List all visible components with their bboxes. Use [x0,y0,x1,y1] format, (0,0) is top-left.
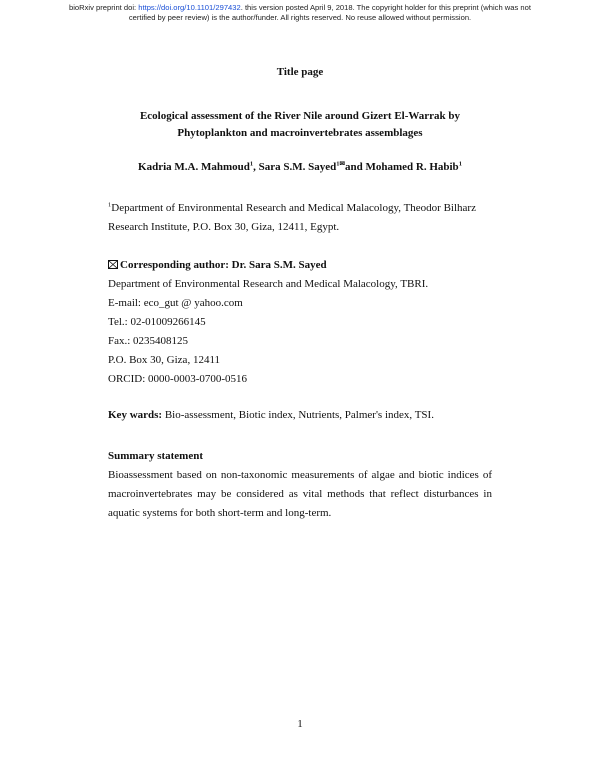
corresponding-author-label: Corresponding author: Dr. Sara S.M. Sayed [108,256,492,275]
envelope-icon [108,260,118,269]
author-separator: and [344,161,366,173]
title-page-label: Title page [276,66,324,78]
corresponding-po-box: P.O. Box 30, Giza, 12411 [108,354,221,366]
author-name: Kadria M.A. Mahmoud [138,161,250,173]
author-list [90,161,510,173]
author-name: Sara S.M. Sayed [258,161,337,173]
affiliation-line2: Research Institute, P.O. Box 30, Giza, 12411, Egypt. [108,221,340,233]
affiliation-sup: 1 [108,201,112,209]
affiliation-line1: $^1$Department of Environmental Research and Medical Malacology, Theodor Bilharz [108,201,476,214]
author-separator: , [253,161,259,173]
corresponding-orcid: ORCID: 0000-0003-0700-0516 [108,373,248,385]
corresponding-department: Department of Environmental Research and Medical Malacology, TBRI. [108,278,429,290]
affiliation-sup: 1 [458,160,462,168]
corresponding-email: E-mail: eco_gut @ yahoo.com [108,297,243,309]
corresponding-tel: Tel.: 02-01009266145 [108,316,206,328]
preprint-suffix: . this version posted April 9, 2018. The copyright holder for this preprint (which was not [240,3,531,12]
summary-line1: Bioassessment based on non-taxonomic measurements of algae and biotic indices of [108,469,492,481]
author-name: Mohamed R. Habib [365,161,459,173]
summary-statement [108,447,492,523]
keywords [108,406,492,425]
summary-line2: macroinvertebrates may be considered as vital methods that reflect disturbances in [108,488,492,500]
summary-heading: Summary statement [108,450,204,462]
paper-title [100,108,500,142]
preprint-header-line1 [60,3,540,13]
doi-link[interactable]: https://doi.org/10.1101/297432 [138,3,241,12]
affiliation-sup: 1 [249,160,254,168]
preprint-header-line2: certified by peer review) is the author/funder. All rights reserved. No reuse allowed without permission. [128,13,472,22]
preprint-header [60,3,540,23]
paper-title-line2: Phytoplankton and macroinvertebrates assemblages [177,127,423,139]
keywords-text: Bio-assessment, Biotic index, Nutrients, Palmer's index, TSI. [162,409,434,421]
corresponding-mark-icon: ✉ [339,160,345,168]
affiliation-sup: 1✉ [336,160,345,168]
page-number: 1 [297,718,303,730]
affiliation [108,199,492,237]
keywords-label: Key wards: [108,409,163,421]
corresponding-author-block [108,256,492,389]
corresponding-fax: Fax.: 0235408125 [108,335,189,347]
summary-line3: aquatic systems for both short-term and long-term. [108,507,332,519]
preprint-prefix: bioRxiv preprint doi: [69,3,139,12]
paper-title-line1: Ecological assessment of the River Nile around Gizert El-Warrak by [139,110,461,122]
